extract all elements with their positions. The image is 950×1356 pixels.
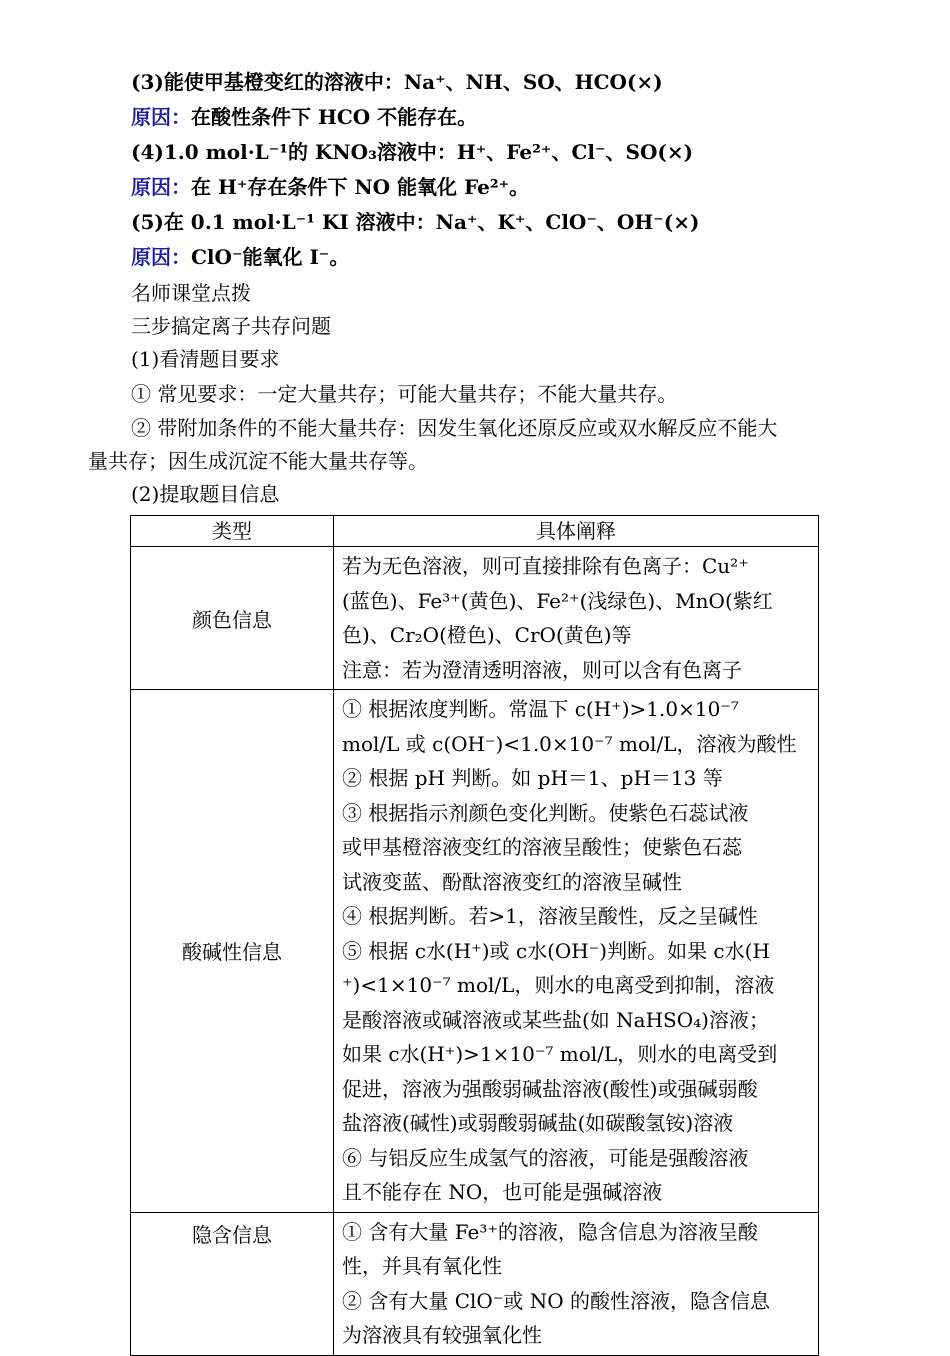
- row-detail: ① 含有大量 Fe³⁺的溶液，隐含信息为溶液呈酸 性，并具有氧化性 ② 含有大量 ClO⁻或 NO 的酸性溶液，隐含信息 为溶液具有较强氧化性: [334, 1212, 819, 1355]
- reason-label: 原因：: [131, 175, 191, 199]
- row-type: 隐含信息: [131, 1212, 334, 1355]
- table-row: [131, 547, 819, 690]
- step2-title: (2)提取题目信息: [131, 482, 280, 506]
- step1-point2-line1: ② 带附加条件的不能大量共存：因发生氧化还原反应或双水解反应不能大: [131, 416, 778, 440]
- item-5: (5)在 0.1 mol·L⁻¹ KI 溶液中：Na⁺、K⁺、ClO⁻、OH⁻(×): [131, 210, 700, 234]
- reason-5: [131, 245, 349, 269]
- section-subtitle: 三步搞定离子共存问题: [131, 314, 331, 338]
- table-row: [131, 1212, 819, 1355]
- reason-text: ClO⁻能氧化 I⁻。: [191, 245, 350, 269]
- reason-4: [131, 175, 529, 199]
- step1-point2-line2: 量共存；因生成沉淀不能大量共存等。: [88, 449, 428, 473]
- item-3: (3)能使甲基橙变红的溶液中：Na⁺、NH、SO、HCO(×): [131, 70, 663, 94]
- reason-3: [131, 105, 477, 129]
- reason-label: 原因：: [131, 105, 191, 129]
- step1-point1: ① 常见要求：一定大量共存；可能大量共存；不能大量共存。: [131, 382, 678, 406]
- section-title: 名师课堂点拨: [131, 281, 251, 305]
- info-table: [130, 515, 819, 1356]
- table-header-row: [131, 516, 819, 547]
- step1-title: (1)看清题目要求: [131, 347, 280, 371]
- row-type: 颜色信息: [131, 547, 334, 690]
- reason-label: 原因：: [131, 245, 191, 269]
- reason-text: 在 H⁺存在条件下 NO 能氧化 Fe²⁺。: [191, 175, 530, 199]
- reason-text: 在酸性条件下 HCO 不能存在。: [191, 105, 478, 129]
- header-detail: 具体阐释: [334, 516, 819, 547]
- row-detail: 若为无色溶液，则可直接排除有色离子：Cu²⁺ (蓝色)、Fe³⁺(黄色)、Fe²⁺(浅绿色)、MnO(紫红 色)、Cr₂O(橙色)、CrO(黄色)等 注意：若为澄清透明溶液，则可以含有色离子: [334, 547, 819, 690]
- row-detail: ① 根据浓度判断。常温下 c(H⁺)>1.0×10⁻⁷ mol/L 或 c(OH⁻)<1.0×10⁻⁷ mol/L，溶液为酸性 ② 根据 pH 判断。如 pH＝1、pH＝13 等 ③ 根据指示剂颜色变化判断。使紫色石蕊试液 或甲基橙溶液变红的溶液呈酸性；使紫色石蕊 试液变蓝、酚酞溶液变红的溶液呈碱性 ④ 根据判断。若>1，溶液呈酸性，反之呈碱性 ⑤ 根据 c水(H⁺)或 c水(OH⁻)判断。如果 c水(H ⁺)<1×10⁻⁷ mol/L，则水的电离受到抑制，溶液 是酸溶液或碱溶液或某些盐(如 NaHSO₄)溶液； 如果 c水(H⁺)>1×10⁻⁷ mol/L，则水的电离受到 促进，溶液为强酸弱碱盐溶液(酸性)或强碱弱酸 盐溶液(碱性)或弱酸弱碱盐(如碳酸氢铵)溶液 ⑥ 与铝反应生成氢气的溶液，可能是强酸溶液 且不能存在 NO，也可能是强碱溶液: [334, 690, 819, 1213]
- header-type: 类型: [131, 516, 334, 547]
- item-4: (4)1.0 mol·L⁻¹的 KNO₃溶液中：H⁺、Fe²⁺、Cl⁻、SO(×): [131, 140, 694, 164]
- row-type: 酸碱性信息: [131, 690, 334, 1213]
- table-row: [131, 690, 819, 1213]
